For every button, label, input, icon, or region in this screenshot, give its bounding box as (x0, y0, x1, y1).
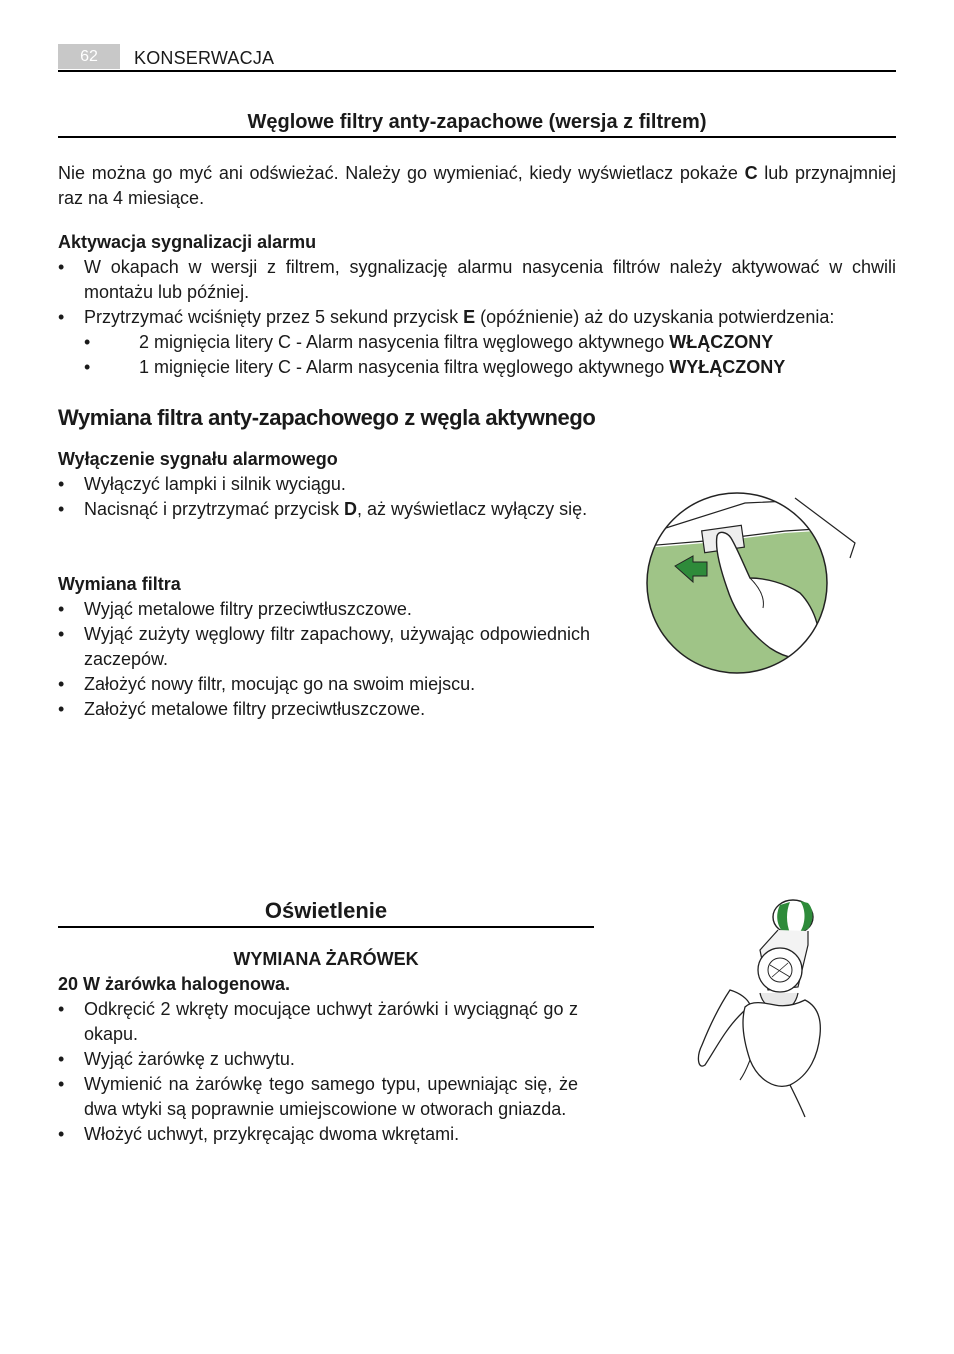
lighting-title: Oświetlenie (264, 898, 388, 923)
list-item: • Nacisnąć i przytrzymać przycisk D, aż wyświetlacz wyłączy się. (58, 497, 590, 522)
filter-replace-heading: Wymiana filtra (58, 574, 181, 594)
list-item: • W okapach w wersji z filtrem, sygnalizację alarmu nasycenia filtrów należy aktywować w chwili montażu lub później. (58, 255, 896, 305)
list-item: • Wymienić na żarówkę tego samego typu, upewniając się, że dwa wtyki są poprawnie umiejscowione w otworach gniazda. (58, 1072, 578, 1122)
list-item: • Odkręcić 2 wkręty mocujące uchwyt żarówki i wyciągnąć go z okapu. (58, 997, 578, 1047)
list-item: • Przytrzymać wciśnięty przez 5 sekund przycisk E (opóźnienie) aż do uzyskania potwierdzenia: (58, 305, 896, 330)
carbon-filter-title: Węglowe filtry anty-zapachowe (wersja z filtrem) (247, 111, 707, 133)
filter-replace-list (58, 597, 590, 722)
list-item: • Wyjąć żarówkę z uchwytu. (58, 1047, 578, 1072)
list-item: • Wyjąć metalowe filtry przeciwtłuszczowe. (58, 597, 590, 622)
sub-list-item: • 1 mignięcie litery C - Alarm nasycenia filtra węglowego aktywnego WYŁĄCZONY (58, 355, 896, 380)
alarm-off-heading: Wyłączenie sygnału alarmowego (58, 449, 338, 469)
button-press-illustration (645, 488, 865, 678)
header-divider (58, 70, 896, 72)
bulb-list (58, 997, 578, 1147)
bulb-replace-subtitle: WYMIANA ŻARÓWEK (233, 949, 419, 969)
alarm-off-list (58, 472, 590, 522)
list-item: • Włożyć uchwyt, przykręcając dwoma wkrętami. (58, 1122, 578, 1147)
list-item: • Wyłączyć lampki i silnik wyciągu. (58, 472, 590, 497)
page-number: 62 (58, 44, 120, 69)
carbon-title-divider (58, 136, 896, 138)
lighting-divider (58, 926, 594, 928)
list-item: • Założyć metalowe filtry przeciwtłuszczowe. (58, 697, 590, 722)
replace-filter-title: Wymiana filtra anty-zapachowego z węgla aktywnego (58, 405, 596, 430)
bulb-heading: 20 W żarówka halogenowa. (58, 974, 291, 994)
list-item: • Założyć nowy filtr, mocując go na swoim miejscu. (58, 672, 590, 697)
bulb-hand-illustration (690, 895, 830, 1120)
section-header: KONSERWACJA (134, 48, 275, 68)
alarm-activation-heading: Aktywacja sygnalizacji alarmu (58, 232, 317, 252)
alarm-activation-list (58, 255, 896, 380)
list-item: • Wyjąć zużyty węglowy filtr zapachowy, używając odpowiednich zaczepów. (58, 622, 590, 672)
sub-list-item: • 2 mignięcia litery C - Alarm nasycenia filtra węglowego aktywnego WŁĄCZONY (58, 330, 896, 355)
carbon-intro: Nie można go myć ani odświeżać. Należy go wymieniać, kiedy wyświetlacz pokaże C lub przynajmniej raz na 4 miesiące. (58, 163, 897, 208)
